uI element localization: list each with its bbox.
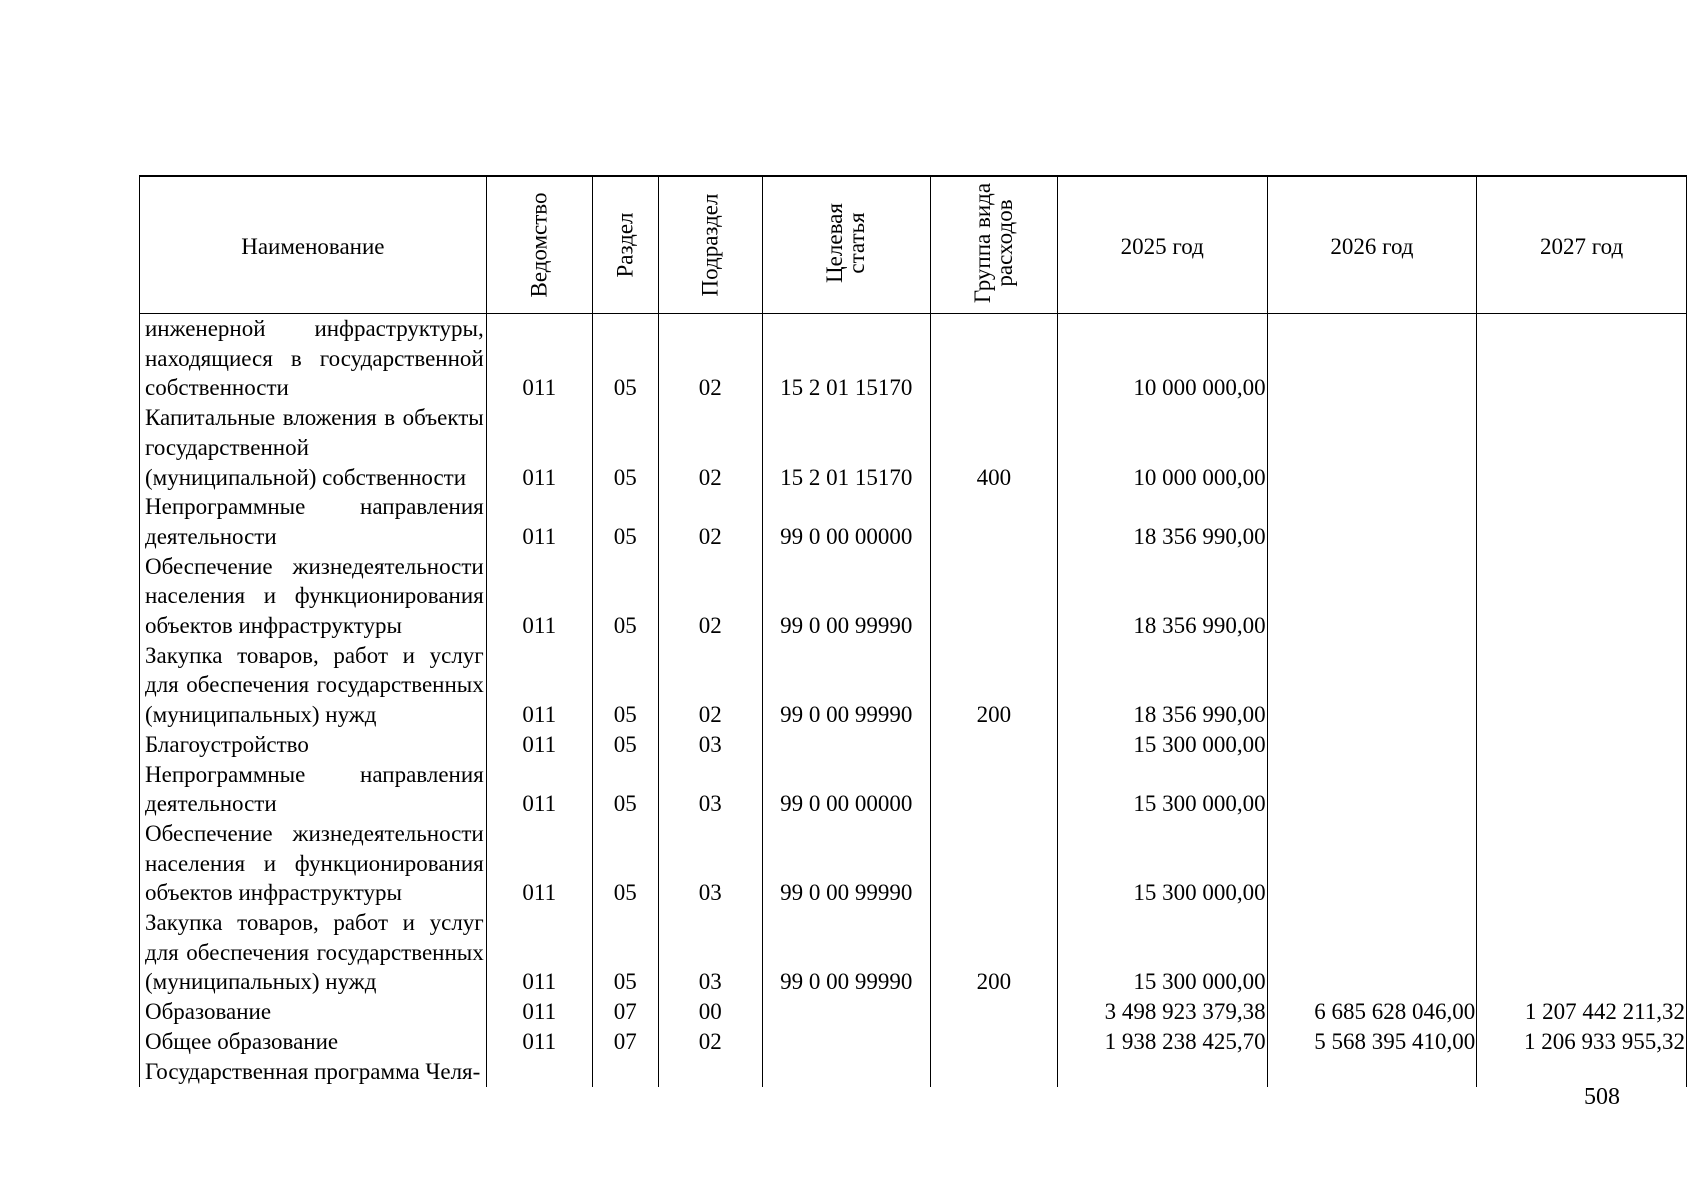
row-2026-amount-cell bbox=[1267, 730, 1477, 760]
row-target-article-cell: 99 0 00 99990 bbox=[762, 641, 930, 730]
row-2027-amount-cell bbox=[1477, 492, 1687, 551]
row-2025-amount-cell: 3 498 923 379,38 bbox=[1057, 997, 1267, 1027]
table-row bbox=[140, 641, 1687, 730]
row-subsection-cell: 02 bbox=[658, 403, 762, 492]
row-name-cell: Капитальные вложения в объекты государственной (муниципальной) собственности bbox=[140, 403, 487, 492]
table-row bbox=[140, 760, 1687, 819]
row-2025-amount-cell: 10 000 000,00 bbox=[1057, 403, 1267, 492]
table-row bbox=[140, 552, 1687, 641]
row-target-article-cell bbox=[762, 730, 930, 760]
row-2025-amount-cell: 18 356 990,00 bbox=[1057, 641, 1267, 730]
row-2025-amount-cell: 10 000 000,00 bbox=[1057, 314, 1267, 404]
row-name-cell: Закупка товаров, работ и услуг для обеспечения государственных (муниципальных) нужд bbox=[140, 641, 487, 730]
header-row bbox=[140, 176, 1687, 314]
column-target-article-header: Целевая статья bbox=[822, 203, 870, 284]
row-subsection-cell: 02 bbox=[658, 1027, 762, 1057]
row-section-cell bbox=[592, 1057, 658, 1087]
header-section-cell bbox=[592, 176, 658, 314]
row-2026-amount-cell bbox=[1267, 819, 1477, 908]
row-expense-group-cell bbox=[930, 997, 1057, 1027]
row-target-article-cell bbox=[762, 1057, 930, 1087]
row-2025-amount-cell: 15 300 000,00 bbox=[1057, 819, 1267, 908]
row-target-article-cell: 99 0 00 00000 bbox=[762, 760, 930, 819]
row-department-cell: 011 bbox=[486, 997, 592, 1027]
row-2026-amount-cell bbox=[1267, 1057, 1477, 1087]
header-2027-cell bbox=[1477, 176, 1687, 314]
header-2025-cell bbox=[1057, 176, 1267, 314]
row-2025-amount-cell: 15 300 000,00 bbox=[1057, 730, 1267, 760]
row-department-cell: 011 bbox=[486, 1027, 592, 1057]
row-section-cell: 05 bbox=[592, 492, 658, 551]
row-department-cell: 011 bbox=[486, 403, 592, 492]
row-subsection-cell: 02 bbox=[658, 492, 762, 551]
row-2025-amount-cell: 15 300 000,00 bbox=[1057, 760, 1267, 819]
row-subsection-cell: 00 bbox=[658, 997, 762, 1027]
row-expense-group-cell bbox=[930, 552, 1057, 641]
table-row bbox=[140, 492, 1687, 551]
budget-allocation-table bbox=[139, 175, 1687, 1087]
row-2026-amount-cell bbox=[1267, 641, 1477, 730]
row-department-cell: 011 bbox=[486, 314, 592, 404]
table-row bbox=[140, 730, 1687, 760]
row-target-article-cell: 15 2 01 15170 bbox=[762, 314, 930, 404]
table-row bbox=[140, 908, 1687, 997]
header-name-cell bbox=[140, 176, 487, 314]
row-2026-amount-cell bbox=[1267, 552, 1477, 641]
row-2027-amount-cell bbox=[1477, 730, 1687, 760]
row-subsection-cell: 03 bbox=[658, 819, 762, 908]
row-2026-amount-cell bbox=[1267, 314, 1477, 404]
row-2026-amount-cell bbox=[1267, 908, 1477, 997]
row-2027-amount-cell bbox=[1477, 760, 1687, 819]
header-target-article-cell bbox=[762, 176, 930, 314]
row-section-cell: 05 bbox=[592, 552, 658, 641]
row-section-cell: 05 bbox=[592, 819, 658, 908]
row-department-cell: 011 bbox=[486, 760, 592, 819]
row-section-cell: 05 bbox=[592, 760, 658, 819]
row-target-article-cell: 99 0 00 99990 bbox=[762, 908, 930, 997]
row-subsection-cell: 02 bbox=[658, 641, 762, 730]
column-section-header: Раздел bbox=[612, 212, 638, 278]
column-2025-header: 2025 год bbox=[1120, 233, 1204, 259]
row-expense-group-cell bbox=[930, 730, 1057, 760]
row-expense-group-cell bbox=[930, 314, 1057, 404]
row-2026-amount-cell: 6 685 628 046,00 bbox=[1267, 997, 1477, 1027]
row-subsection-cell: 03 bbox=[658, 730, 762, 760]
row-expense-group-cell bbox=[930, 492, 1057, 551]
row-expense-group-cell bbox=[930, 760, 1057, 819]
column-2026-header: 2026 год bbox=[1330, 233, 1414, 259]
row-target-article-cell bbox=[762, 997, 930, 1027]
row-section-cell: 05 bbox=[592, 314, 658, 404]
row-section-cell: 05 bbox=[592, 730, 658, 760]
row-subsection-cell bbox=[658, 1057, 762, 1087]
page-number: 508 bbox=[1584, 1084, 1620, 1110]
header-expense-group-cell bbox=[930, 176, 1057, 314]
row-2027-amount-cell bbox=[1477, 552, 1687, 641]
row-2025-amount-cell bbox=[1057, 1057, 1267, 1087]
row-department-cell: 011 bbox=[486, 730, 592, 760]
row-name-cell: Государственная программа Челя- bbox=[140, 1057, 487, 1087]
row-name-cell: Благоустройство bbox=[140, 730, 487, 760]
row-target-article-cell: 99 0 00 99990 bbox=[762, 552, 930, 641]
row-2025-amount-cell: 18 356 990,00 bbox=[1057, 552, 1267, 641]
row-expense-group-cell bbox=[930, 1027, 1057, 1057]
row-target-article-cell: 15 2 01 15170 bbox=[762, 403, 930, 492]
row-department-cell: 011 bbox=[486, 492, 592, 551]
row-2026-amount-cell bbox=[1267, 492, 1477, 551]
row-expense-group-cell bbox=[930, 819, 1057, 908]
row-section-cell: 07 bbox=[592, 997, 658, 1027]
row-2027-amount-cell: 1 206 933 955,32 bbox=[1477, 1027, 1687, 1057]
row-section-cell: 07 bbox=[592, 1027, 658, 1057]
column-name-header: Наименование bbox=[241, 233, 385, 259]
row-name-cell: Обеспечение жизнедеятельности населения и функционирования объектов инфраструктуры bbox=[140, 552, 487, 641]
row-section-cell: 05 bbox=[592, 403, 658, 492]
table-header bbox=[140, 176, 1687, 314]
row-name-cell: Общее образование bbox=[140, 1027, 487, 1057]
row-department-cell: 011 bbox=[486, 641, 592, 730]
row-target-article-cell bbox=[762, 1027, 930, 1057]
row-2027-amount-cell bbox=[1477, 314, 1687, 404]
table-row bbox=[140, 1057, 1687, 1087]
row-2026-amount-cell: 5 568 395 410,00 bbox=[1267, 1027, 1477, 1057]
table-row bbox=[140, 1027, 1687, 1057]
row-2025-amount-cell: 15 300 000,00 bbox=[1057, 908, 1267, 997]
column-subsection-header: Подраздел bbox=[697, 193, 723, 297]
table-row bbox=[140, 819, 1687, 908]
row-subsection-cell: 03 bbox=[658, 908, 762, 997]
row-name-cell: Непрограммные направления деятельности bbox=[140, 492, 487, 551]
row-subsection-cell: 02 bbox=[658, 552, 762, 641]
table-row bbox=[140, 403, 1687, 492]
row-department-cell: 011 bbox=[486, 908, 592, 997]
row-2027-amount-cell bbox=[1477, 819, 1687, 908]
header-subsection-cell bbox=[658, 176, 762, 314]
row-department-cell: 011 bbox=[486, 552, 592, 641]
row-2027-amount-cell bbox=[1477, 641, 1687, 730]
row-name-cell: Непрограммные направления деятельности bbox=[140, 760, 487, 819]
row-target-article-cell: 99 0 00 99990 bbox=[762, 819, 930, 908]
row-2027-amount-cell: 1 207 442 211,32 bbox=[1477, 997, 1687, 1027]
row-2025-amount-cell: 18 356 990,00 bbox=[1057, 492, 1267, 551]
row-name-cell: Образование bbox=[140, 997, 487, 1027]
row-2026-amount-cell bbox=[1267, 403, 1477, 492]
table-row bbox=[140, 997, 1687, 1027]
row-2025-amount-cell: 1 938 238 425,70 bbox=[1057, 1027, 1267, 1057]
row-subsection-cell: 02 bbox=[658, 314, 762, 404]
header-department-cell bbox=[486, 176, 592, 314]
column-expense-group-header: Группа вида расходов bbox=[969, 183, 1017, 304]
row-name-cell: инженерной инфраструктуры, находящиеся в государственной собственности bbox=[140, 314, 487, 404]
row-2027-amount-cell bbox=[1477, 908, 1687, 997]
column-department-header: Ведомство bbox=[526, 192, 552, 298]
row-expense-group-cell bbox=[930, 1057, 1057, 1087]
row-section-cell: 05 bbox=[592, 641, 658, 730]
row-2027-amount-cell bbox=[1477, 403, 1687, 492]
row-department-cell: 011 bbox=[486, 819, 592, 908]
row-subsection-cell: 03 bbox=[658, 760, 762, 819]
row-expense-group-cell: 200 bbox=[930, 908, 1057, 997]
row-section-cell: 05 bbox=[592, 908, 658, 997]
column-2027-header: 2027 год bbox=[1540, 233, 1624, 259]
header-2026-cell bbox=[1267, 176, 1477, 314]
row-name-cell: Обеспечение жизнедеятельности населения и функционирования объектов инфраструктуры bbox=[140, 819, 487, 908]
row-expense-group-cell: 200 bbox=[930, 641, 1057, 730]
row-2026-amount-cell bbox=[1267, 760, 1477, 819]
row-target-article-cell: 99 0 00 00000 bbox=[762, 492, 930, 551]
row-expense-group-cell: 400 bbox=[930, 403, 1057, 492]
row-name-cell: Закупка товаров, работ и услуг для обеспечения государственных (муниципальных) нужд bbox=[140, 908, 487, 997]
row-department-cell bbox=[486, 1057, 592, 1087]
table-body bbox=[140, 314, 1687, 1087]
table-row bbox=[140, 314, 1687, 404]
